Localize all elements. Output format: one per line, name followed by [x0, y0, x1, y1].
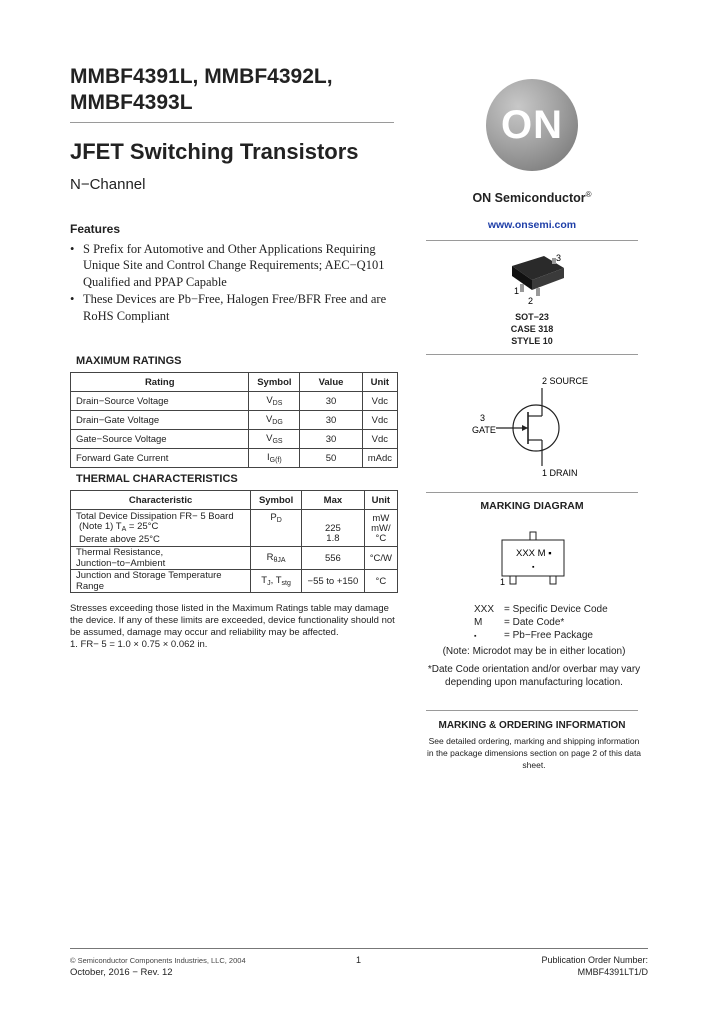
- max-value: 1.8: [326, 533, 340, 544]
- marking-lead: [510, 576, 516, 584]
- thermal-title: THERMAL CHARACTERISTICS: [76, 473, 238, 485]
- source-label: 2 SOURCE: [542, 376, 589, 386]
- pin-label: 1: [514, 286, 520, 296]
- max-cell: [302, 510, 365, 547]
- dissipation-label: Total Device Dissipation FR− 5 Board: [76, 510, 234, 522]
- table-row: [71, 570, 398, 593]
- marking-lead: [530, 532, 536, 540]
- package-lead: [520, 284, 524, 292]
- table-row: [71, 392, 398, 411]
- package-style: STYLE 10: [511, 336, 553, 346]
- package-lead: [536, 288, 540, 296]
- drain-label: 1 DRAIN: [542, 468, 578, 478]
- divider: [426, 492, 638, 493]
- part-numbers-line1: MMBF4391L, MMBF4392L,: [70, 65, 333, 88]
- unit-cell: mAdc: [362, 449, 397, 468]
- column-header: Characteristic: [71, 491, 251, 510]
- feature-item: • These Devices are Pb−Free, Halogen Free/BFR Free and are RoHS Compliant: [70, 291, 410, 324]
- marking-code: XXX M ▪: [516, 548, 552, 559]
- publication-number: MMBF4391LT1/D: [577, 967, 648, 977]
- unit-cell: °C: [364, 570, 397, 593]
- rating-cell: Forward Gate Current: [71, 449, 249, 468]
- copyright: © Semiconductor Components Industries, LLC, 2004: [70, 956, 246, 965]
- unit-value: mW: [372, 513, 390, 524]
- column-header: Symbol: [251, 491, 302, 510]
- page-title: JFET Switching Transistors: [70, 139, 359, 164]
- symbol-cell: $V_{GS}$: [249, 430, 300, 449]
- divider: [426, 710, 638, 711]
- stress-note: Stresses exceeding those listed in the Maximum Ratings table may damage the device. If any of these limits are exceeded, device functionality should not be assumed, damage may occur and reliability may be affected.: [70, 603, 395, 638]
- column-header: Max: [302, 491, 365, 510]
- ratings-notes: [70, 603, 400, 651]
- characteristic-cell: Junction and Storage Temperature Range: [71, 570, 251, 593]
- jfet-schematic: [460, 372, 600, 482]
- gate-number-label: 3: [480, 413, 486, 423]
- symbol-cell: $P_D$: [251, 510, 302, 547]
- title-rule: [70, 122, 394, 123]
- package-case: CASE 318: [510, 324, 554, 334]
- revision-date: October, 2016 − Rev. 12: [70, 967, 173, 978]
- gate-arrow-icon: [522, 425, 528, 431]
- marking-legend: [474, 603, 608, 643]
- table-row: [71, 449, 398, 468]
- characteristic-cell: [71, 510, 251, 547]
- marking-lead: [550, 576, 556, 584]
- divider: [426, 240, 638, 241]
- symbol-cell: $V_{DS}$: [249, 392, 300, 411]
- symbol-cell: $I_{G(f)}$: [249, 449, 300, 468]
- ordering-info-text: See detailed ordering, marking and shipping information in the package dimensions section on page 2 of this data sheet.: [426, 736, 642, 770]
- symbol-cell: $R_{\theta JA}$: [251, 547, 302, 570]
- unit-cell: Vdc: [362, 430, 397, 449]
- legend-row: ▪ = Pb−Free Package: [474, 630, 593, 641]
- page-subtitle: N−Channel: [70, 176, 146, 193]
- value-cell: 30: [300, 392, 362, 411]
- symbol-cell: $T_J$, $T_{stg}$: [251, 570, 302, 593]
- column-header: Value: [300, 373, 362, 392]
- symbol-cell: $V_{DG}$: [249, 411, 300, 430]
- table-row: [71, 411, 398, 430]
- column-header: Rating: [71, 373, 249, 392]
- unit-cell: [364, 510, 397, 547]
- rating-cell: Drain−Source Voltage: [71, 392, 249, 411]
- column-header: Unit: [362, 373, 397, 392]
- sot23-package-illustration: [500, 250, 580, 306]
- max-ratings-title: MAXIMUM RATINGS: [76, 355, 182, 367]
- features-list: [70, 241, 410, 325]
- max-cell: −55 to +150: [302, 570, 365, 593]
- marking-diagram-title: MARKING DIAGRAM: [480, 500, 584, 512]
- part-numbers-line2: MMBF4393L: [70, 91, 193, 114]
- brand-name: ON Semiconductor®: [472, 190, 592, 206]
- legend-row: M = Date Code*: [474, 617, 565, 628]
- package-info: [426, 311, 638, 347]
- ordering-info-title: MARKING & ORDERING INFORMATION: [438, 720, 626, 731]
- package-name: SOT−23: [515, 312, 549, 322]
- column-header: Unit: [364, 491, 397, 510]
- marking-pin-label: 1: [500, 577, 506, 587]
- legend-row: XXX = Specific Device Code: [474, 604, 608, 615]
- value-cell: 50: [300, 449, 362, 468]
- value-cell: 30: [300, 430, 362, 449]
- max-value: 225: [324, 523, 341, 534]
- unit-cell: °C/W: [364, 547, 397, 570]
- column-header: Symbol: [249, 373, 300, 392]
- unit-cell: Vdc: [362, 392, 397, 411]
- table-header-row: [71, 491, 398, 510]
- rating-cell: Drain−Gate Voltage: [71, 411, 249, 430]
- value-cell: 30: [300, 411, 362, 430]
- table-row: [71, 430, 398, 449]
- rating-cell: Gate−Source Voltage: [71, 430, 249, 449]
- footer-rule: [70, 948, 648, 949]
- website-link[interactable]: www.onsemi.com: [487, 219, 577, 231]
- part-numbers: [70, 64, 333, 116]
- footnote-1: 1. FR− 5 = 1.0 × 0.75 × 0.062 in.: [70, 639, 208, 650]
- table-row: [71, 547, 398, 570]
- dissipation-note: (Note 1) $T_A = 25^\circ C$: [79, 520, 159, 533]
- date-code-note: *Date Code orientation and/or overbar may vary depending upon manufacturing location.: [427, 664, 641, 688]
- features-heading: Features: [70, 222, 121, 236]
- publication-label: Publication Order Number:: [541, 955, 648, 965]
- page-number: 1: [356, 955, 362, 965]
- marking-diagram: [496, 528, 576, 590]
- max-cell: 556: [302, 547, 365, 570]
- derate-label: Derate above 25°C: [79, 533, 160, 545]
- unit-value: mW/°C: [371, 523, 391, 544]
- logo-text: ON: [501, 103, 563, 147]
- divider: [426, 354, 638, 355]
- max-ratings-table: [70, 372, 398, 468]
- gate-label: GATE: [472, 425, 496, 435]
- feature-item: • S Prefix for Automotive and Other Applications Requiring Unique Site and Control Change Requirements; AEC−Q101 Qualified and PPAP Capable: [70, 241, 410, 290]
- pin-label: 3: [556, 253, 562, 263]
- table-row: [71, 510, 398, 547]
- thermal-table: [70, 490, 398, 593]
- on-semi-logo: [486, 79, 578, 171]
- microdot-symbol: ▪: [532, 564, 535, 571]
- unit-cell: Vdc: [362, 411, 397, 430]
- table-header-row: [71, 373, 398, 392]
- characteristic-cell: Thermal Resistance, Junction−to−Ambient: [71, 547, 251, 570]
- microdot-note: (Note: Microdot may be in either location): [442, 646, 626, 657]
- pin-label: 2: [528, 296, 534, 306]
